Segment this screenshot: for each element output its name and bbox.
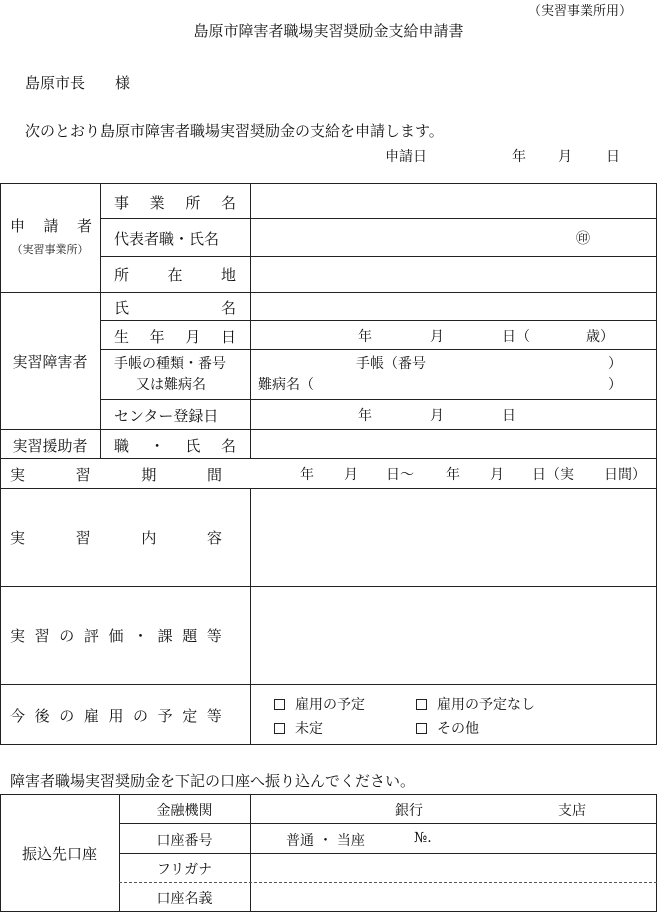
checkbox-icon[interactable] [416,699,427,710]
date-day: 日 [606,149,620,165]
date-month: 月 [558,149,572,165]
period-month1: 月 [344,467,358,483]
supporter-title-label: 職 ・ 氏 名 [114,437,236,455]
date-year: 年 [512,149,526,165]
period-month2: 月 [490,467,504,483]
bank-intro-text: 障害者職場実習奨励金を下記の口座へ振り込んでください。 [10,772,416,790]
handbook-label: 手帳の種類・番号 [114,356,226,372]
name-label: 氏 名 [114,299,236,317]
center-day: 日 [502,408,516,424]
center-month: 月 [430,408,444,424]
option-no-employment[interactable]: 雇用の予定なし [416,694,535,714]
disease-close: ） [608,377,622,393]
number-mark: №. [414,830,432,846]
intro-text: 次のとおり島原市障害者職場実習奨励金の支給を申請します。 [25,122,444,140]
address-label: 所 在 地 [114,266,236,284]
account-number-label: 口座番号 [156,833,213,849]
institution-label: 金融機関 [156,803,213,819]
period-year1: 年 [300,467,314,483]
applicant-label: 申 請 者 [10,217,92,235]
supporter-group-label: 実習援助者 [12,437,88,455]
evaluation-label: 実 習 の 評 価 ・ 課 題 等 [10,627,222,645]
account-holder-label: 口座名義 [156,891,213,907]
application-date-label: 申請日 [385,149,427,165]
period-year2: 年 [446,467,460,483]
disease-value: 難病名（ [258,377,314,393]
checkbox-icon[interactable] [416,723,427,734]
checkbox-icon[interactable] [274,699,285,710]
branch-suffix: 支店 [558,803,586,819]
copy-type-label: （実習事業所用） [528,4,633,19]
period-days: 日間） [604,467,646,483]
handbook-value: 手帳（番号 [356,356,426,372]
disease-label: 又は難病名 [136,377,206,393]
center-registration-label: センター登録日 [114,407,219,425]
birth-year: 年 [358,329,372,345]
option-undecided[interactable]: 未定 [274,718,323,738]
option-employment-planned[interactable]: 雇用の予定 [274,694,365,714]
handbook-close: ） [608,356,622,372]
office-name-label: 事 業 所 名 [114,194,236,212]
bank-suffix: 銀行 [395,803,423,819]
checkbox-icon[interactable] [274,723,285,734]
account-type: 普通 ・ 当座 [286,833,365,849]
seal-mark: ㊞ [576,231,590,247]
birthdate-label: 生 年 月 日 [114,328,236,346]
bank-group-label: 振込先口座 [21,845,97,863]
center-year: 年 [358,408,372,424]
form-title: 島原市障害者職場実習奨励金支給申請書 [193,22,464,40]
applicant-sub-label: （実習事業所） [11,243,89,256]
content-label: 実 習 内 容 [10,529,222,547]
representative-label: 代表者職・氏名 [114,230,220,248]
trainee-group-label: 実習障害者 [12,353,88,371]
employment-plan-label: 今 後 の 雇 用 の 予 定 等 [10,707,222,725]
option-other[interactable]: その他 [416,718,479,738]
birth-age: 歳） [586,329,614,345]
addressee: 島原市長 様 [25,74,131,92]
period-day1: 日～ [386,467,414,483]
period-day2: 日（実 [532,467,574,483]
period-label: 実 習 期 間 [10,466,222,484]
furigana-label: フリガナ [156,862,213,878]
birth-day: 日（ [502,329,530,345]
birth-month: 月 [430,329,444,345]
